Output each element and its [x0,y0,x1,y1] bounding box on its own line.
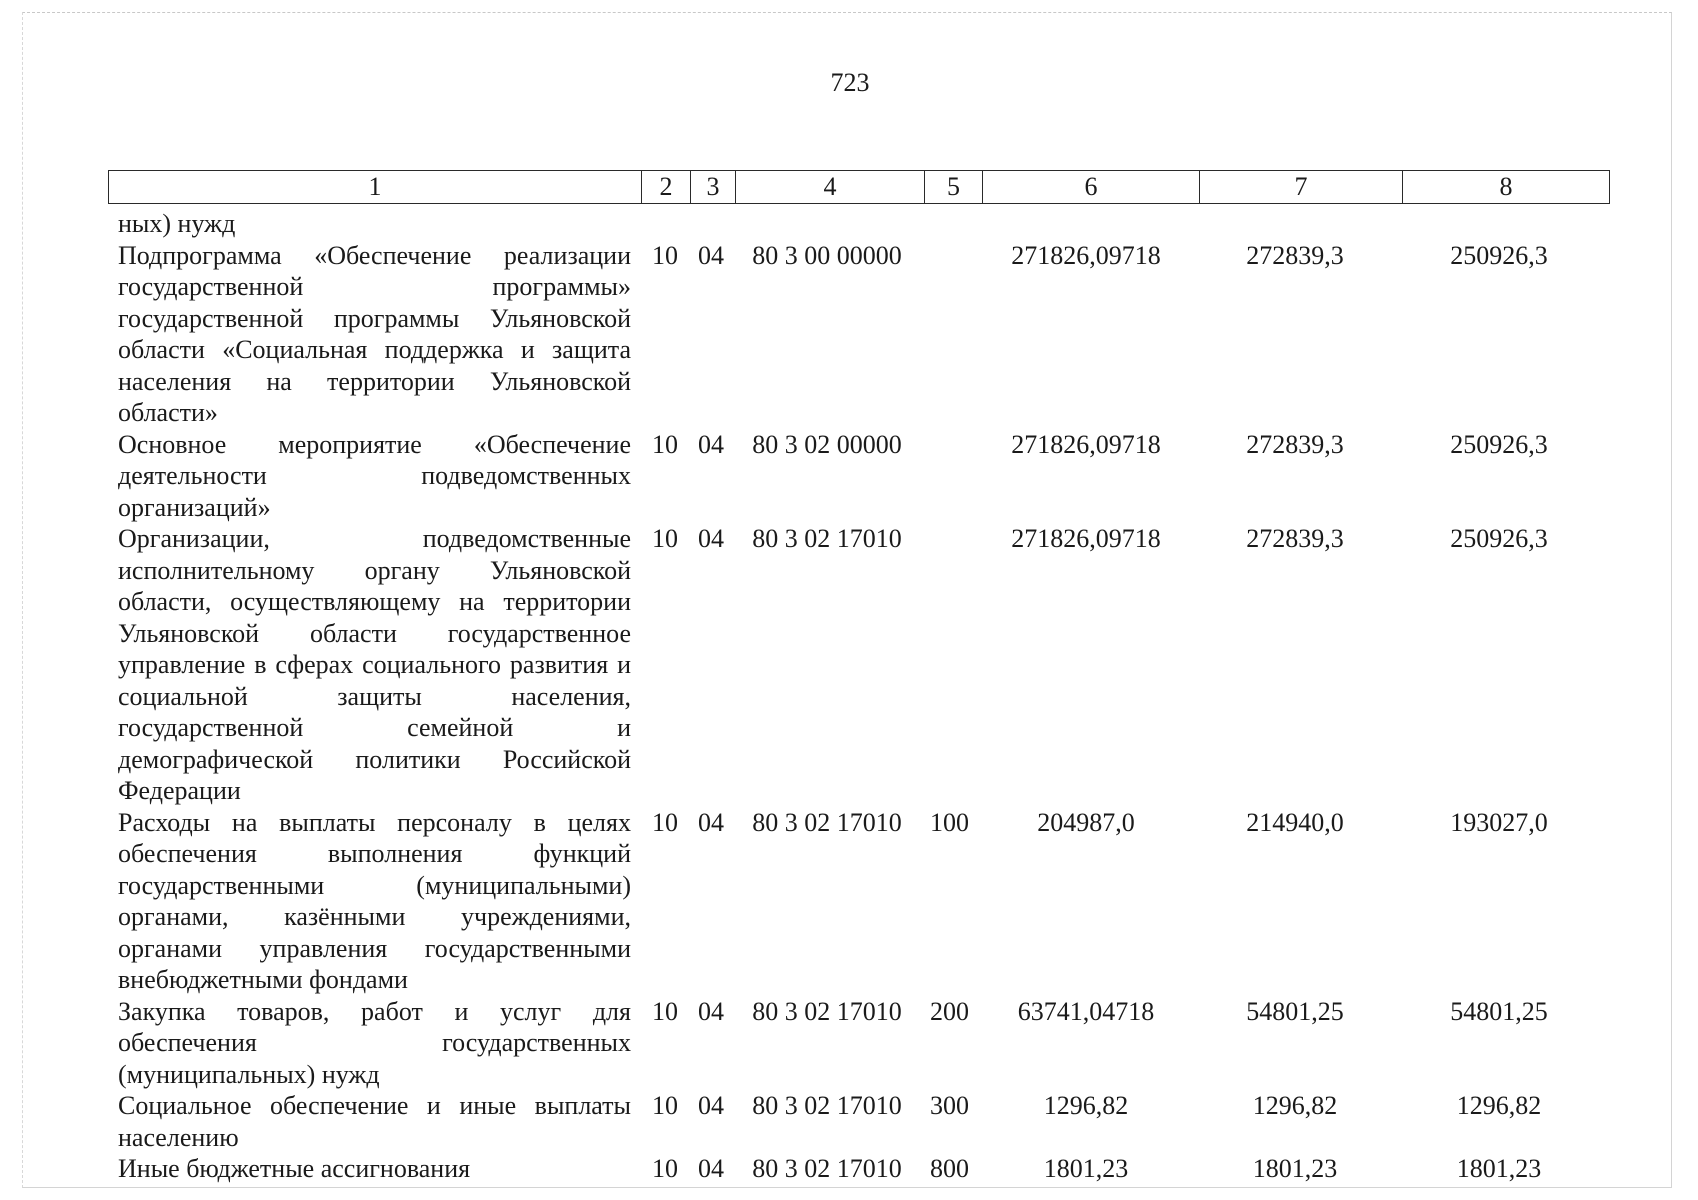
row-podrazdel: 04 [698,807,724,837]
row-target-article: 80 3 02 17010 [752,1154,902,1183]
row-expense-type: 100 [930,807,969,837]
row-amount-col7: 1801,23 [1252,1154,1338,1183]
row-amount-col8: 250926,3 [1450,240,1548,270]
row-razdel: 10 [652,1154,678,1183]
table-row [108,429,1602,524]
row-razdel: 10 [652,807,678,837]
row-name: Подпрограмма «Обеспечение реализации государственной программы» государственной программы Ульяновской области «Социальная поддержка и защита населения на территории Ульяновской области» [118,240,631,427]
row-name: Иные бюджетные ассигнования [118,1154,471,1183]
row-amount-col6: 271826,09718 [1011,240,1161,270]
row-amount-col7: 272839,3 [1246,524,1344,553]
row-name: Расходы на выплаты персоналу в целях обеспечения выполнения функций государственными (муниципальными) органами, казёнными учреждениями, органами управления государственными внебюджетными фондами [118,807,631,994]
row-amount-col8: 54801,25 [1450,996,1548,1026]
row-expense-type [921,240,978,429]
row-amount-col7: 272839,3 [1246,429,1344,459]
row-amount-col8: 193027,0 [1450,807,1548,837]
row-name: Социальное обеспечение и иные выплаты населению [118,1091,631,1152]
row-razdel [641,208,689,240]
budget-table-body [108,208,1602,1185]
row-podrazdel: 04 [698,1091,724,1120]
row-expense-type [921,429,978,524]
row-amount-col8 [1396,208,1602,240]
row-target-article: 80 3 02 17010 [752,524,902,553]
row-target-article: 80 3 02 17010 [752,1091,902,1120]
row-razdel: 10 [652,1091,678,1120]
column-header-7: 7 [1200,171,1403,204]
column-header-row [109,171,1610,204]
column-header-6: 6 [983,171,1200,204]
row-amount-col8: 1801,23 [1456,1154,1542,1183]
row-target-article: 80 3 02 17010 [752,996,902,1026]
row-name: Основное мероприятие «Обеспечение деятельности подведомственных организаций» [118,429,631,522]
column-header-4: 4 [736,171,925,204]
row-target-article: 80 3 00 00000 [752,240,902,270]
page-number: 723 [830,68,870,97]
row-podrazdel: 04 [698,996,724,1026]
row-amount-col7: 214940,0 [1246,807,1344,837]
row-amount-col7 [1194,208,1396,240]
row-amount-col7: 1296,82 [1252,1091,1338,1120]
row-amount-col8: 250926,3 [1450,524,1548,553]
row-amount-col6 [978,208,1194,240]
table-row [108,523,1602,807]
column-header-5: 5 [925,171,983,204]
column-header-3: 3 [691,171,736,204]
table-row [108,240,1602,429]
row-amount-col8: 1296,82 [1456,1091,1542,1120]
row-podrazdel: 04 [698,524,724,553]
row-amount-col6: 271826,09718 [1011,429,1161,459]
row-name: Закупка товаров, работ и услуг для обеспечения государственных (муниципальных) нужд [118,996,631,1089]
row-amount-col6: 63741,04718 [1017,996,1155,1026]
row-expense-type: 200 [930,996,969,1026]
row-amount-col6: 1296,82 [1043,1091,1129,1120]
table-row [108,996,1602,1091]
row-name: Организации, подведомственные исполнительному органу Ульяновской области, осуществляющему на территории Ульяновской области государственное управление в сферах социального развития и социальной защиты населения, государственной семейной и демографической политики Российской Федерации [118,524,631,805]
row-razdel: 10 [652,996,678,1026]
row-target-article: 80 3 02 17010 [752,807,902,837]
row-expense-type: 300 [930,1091,969,1120]
row-amount-col6: 1801,23 [1043,1154,1129,1183]
column-header-2: 2 [642,171,691,204]
row-podrazdel: 04 [698,1154,724,1183]
row-target-article: 80 3 02 00000 [752,429,902,459]
row-amount-col8: 250926,3 [1450,429,1548,459]
row-podrazdel: 04 [698,240,724,270]
column-header-1: 1 [109,171,642,204]
row-razdel: 10 [652,240,678,270]
table-row [108,807,1602,996]
row-amount-col6: 271826,09718 [1011,524,1161,553]
row-podrazdel [689,208,733,240]
row-razdel: 10 [652,429,678,459]
column-header-8: 8 [1403,171,1610,204]
row-amount-col7: 54801,25 [1246,996,1344,1026]
table-row [108,208,1602,240]
row-podrazdel: 04 [698,429,724,459]
row-name: ных) нужд [118,209,236,238]
table-row [108,1153,1602,1185]
budget-table [108,208,1602,1185]
row-expense-type: 800 [930,1154,969,1183]
row-expense-type [921,208,978,240]
row-expense-type [921,523,978,807]
row-target-article [733,208,921,240]
row-amount-col6: 204987,0 [1037,807,1135,837]
row-razdel: 10 [652,524,678,553]
column-header-table [108,170,1610,204]
row-amount-col7: 272839,3 [1246,240,1344,270]
table-row [108,1090,1602,1153]
